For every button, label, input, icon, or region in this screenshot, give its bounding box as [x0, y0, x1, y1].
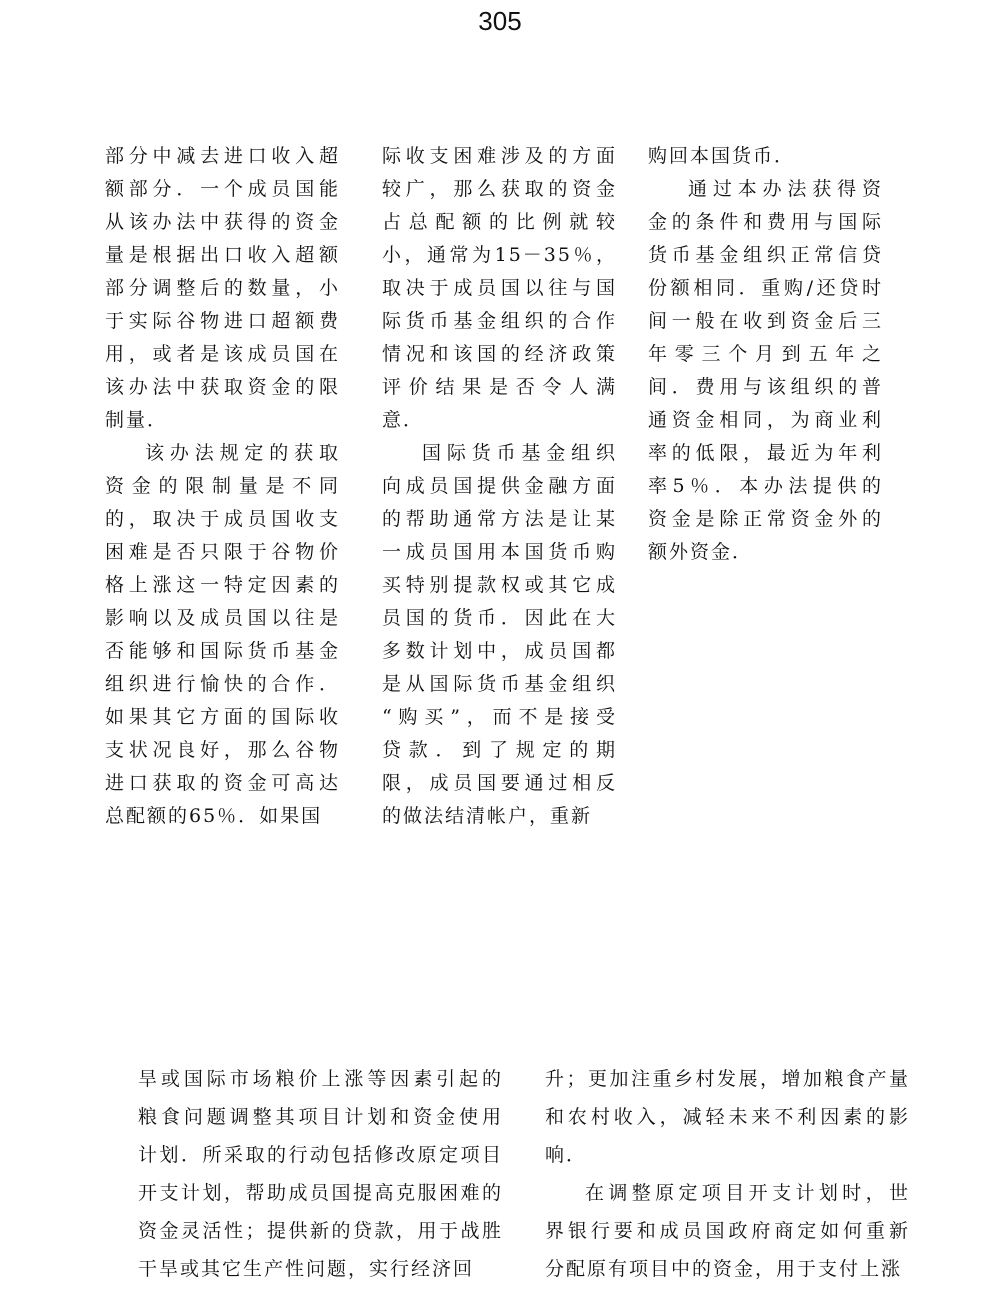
text-line: 计划．所采取的行动包括修改原定项目 [138, 1144, 503, 1166]
bottom-column-2 [545, 1060, 910, 1288]
paragraph [382, 437, 617, 833]
text-line: 是从国际货币基金组织 [382, 673, 617, 695]
text-line: 升；更加注重乡村发展，增加粮食产量 [545, 1068, 910, 1090]
paragraph [138, 1060, 503, 1288]
text-line: 困难是否只限于谷物价 [105, 541, 340, 563]
text-line: 国际货币基金组织 [422, 442, 617, 464]
text-line: 支状况良好，那么谷物 [105, 739, 340, 761]
top-column-3 [648, 140, 883, 569]
text-line: 较广，那么获取的资金 [382, 178, 617, 200]
text-line: 额外资金． [648, 541, 754, 563]
text-line: 率的低限，最近为年利 [648, 442, 883, 464]
text-line: 在调整原定项目开支计划时，世 [585, 1182, 910, 1204]
text-line: 从该办法中获得的资金 [105, 211, 340, 233]
paragraph [545, 1174, 910, 1288]
paragraph [105, 437, 340, 833]
text-line: 如果其它方面的国际收 [105, 706, 340, 728]
text-line: 一成员国用本国货币购 [382, 541, 617, 563]
text-line: “购买”，而不是接受 [382, 706, 617, 728]
text-line: 率5％．本办法提供的 [648, 475, 883, 497]
text-line: 用，或者是该成员国在 [105, 343, 340, 365]
page-number: 305 [478, 6, 522, 36]
text-line: 的做法结清帐户，重新 [382, 805, 593, 827]
text-line: 限，成员国要通过相反 [382, 772, 617, 794]
text-line: 资金是除正常资金外的 [648, 508, 883, 530]
text-line: 购回本国货币． [648, 145, 796, 167]
text-line: 间一般在收到资金后三 [648, 310, 883, 332]
paragraph [545, 1060, 910, 1174]
text-line: 贷款．到了规定的期 [382, 739, 617, 761]
text-line: 制量． [105, 409, 169, 431]
text-line: 总配额的65％．如果国 [105, 805, 323, 827]
text-line: 组织进行愉快的合作． [105, 673, 340, 695]
text-line: 否能够和国际货币基金 [105, 640, 340, 662]
text-line: 货币基金组织正常信贷 [648, 244, 883, 266]
text-line: 占总配额的比例就较 [382, 211, 617, 233]
top-column-2 [382, 140, 617, 833]
text-line: 份额相同．重购/还贷时 [648, 277, 883, 299]
text-line: 间．费用与该组织的普 [648, 376, 883, 398]
text-line: 际收支困难涉及的方面 [382, 145, 617, 167]
text-line: 通资金相同，为商业利 [648, 409, 883, 431]
text-line: 员国的货币．因此在大 [382, 607, 617, 629]
text-line: 金的条件和费用与国际 [648, 211, 883, 233]
text-line: 部分调整后的数量，小 [105, 277, 340, 299]
text-line: 评价结果是否令人满 [382, 376, 617, 398]
text-line: 该办法规定的获取 [145, 442, 340, 464]
text-line: 该办法中获取资金的限 [105, 376, 340, 398]
text-line: 通过本办法获得资 [688, 178, 883, 200]
text-line: 响． [545, 1144, 588, 1166]
text-line: 格上涨这一特定因素的 [105, 574, 340, 596]
text-line: 开支计划，帮助成员国提高克服困难的 [138, 1182, 503, 1204]
text-line: 多数计划中，成员国都 [382, 640, 617, 662]
text-line: 的帮助通常方法是让某 [382, 508, 617, 530]
text-line: 旱或国际市场粮价上涨等因素引起的 [138, 1068, 503, 1090]
paragraph [648, 140, 883, 173]
text-line: 资金灵活性；提供新的贷款，用于战胜 [138, 1220, 503, 1242]
paragraph [648, 173, 883, 569]
text-line: 资金的限制量是不同 [105, 475, 340, 497]
text-line: 取决于成员国以往与国 [382, 277, 617, 299]
paragraph [382, 140, 617, 437]
text-line: 年零三个月到五年之 [648, 343, 883, 365]
text-line: 量是根据出口收入超额 [105, 244, 340, 266]
text-line: 影响以及成员国以往是 [105, 607, 340, 629]
text-line: 意． [382, 409, 425, 431]
text-line: 粮食问题调整其项目计划和资金使用 [138, 1106, 503, 1128]
top-column-1 [105, 140, 340, 833]
text-line: 额部分．一个成员国能 [105, 178, 340, 200]
text-line: 界银行要和成员国政府商定如何重新 [545, 1220, 910, 1242]
bottom-column-1 [138, 1060, 503, 1288]
paragraph [105, 140, 340, 437]
text-line: 小，通常为15－35％， [382, 244, 617, 266]
text-line: 于实际谷物进口超额费 [105, 310, 340, 332]
text-line: 进口获取的资金可高达 [105, 772, 340, 794]
text-line: 和农村收入，减轻未来不利因素的影 [545, 1106, 910, 1128]
text-line: 情况和该国的经济政策 [382, 343, 617, 365]
text-line: 干旱或其它生产性问题，实行经济回 [138, 1258, 475, 1280]
text-line: 向成员国提供金融方面 [382, 475, 617, 497]
text-line: 际货币基金组织的合作 [382, 310, 617, 332]
text-line: 买特别提款权或其它成 [382, 574, 617, 596]
text-line: 部分中减去进口收入超 [105, 145, 340, 167]
text-line: 的，取决于成员国收支 [105, 508, 340, 530]
text-line: 分配原有项目中的资金，用于支付上涨 [545, 1258, 903, 1280]
